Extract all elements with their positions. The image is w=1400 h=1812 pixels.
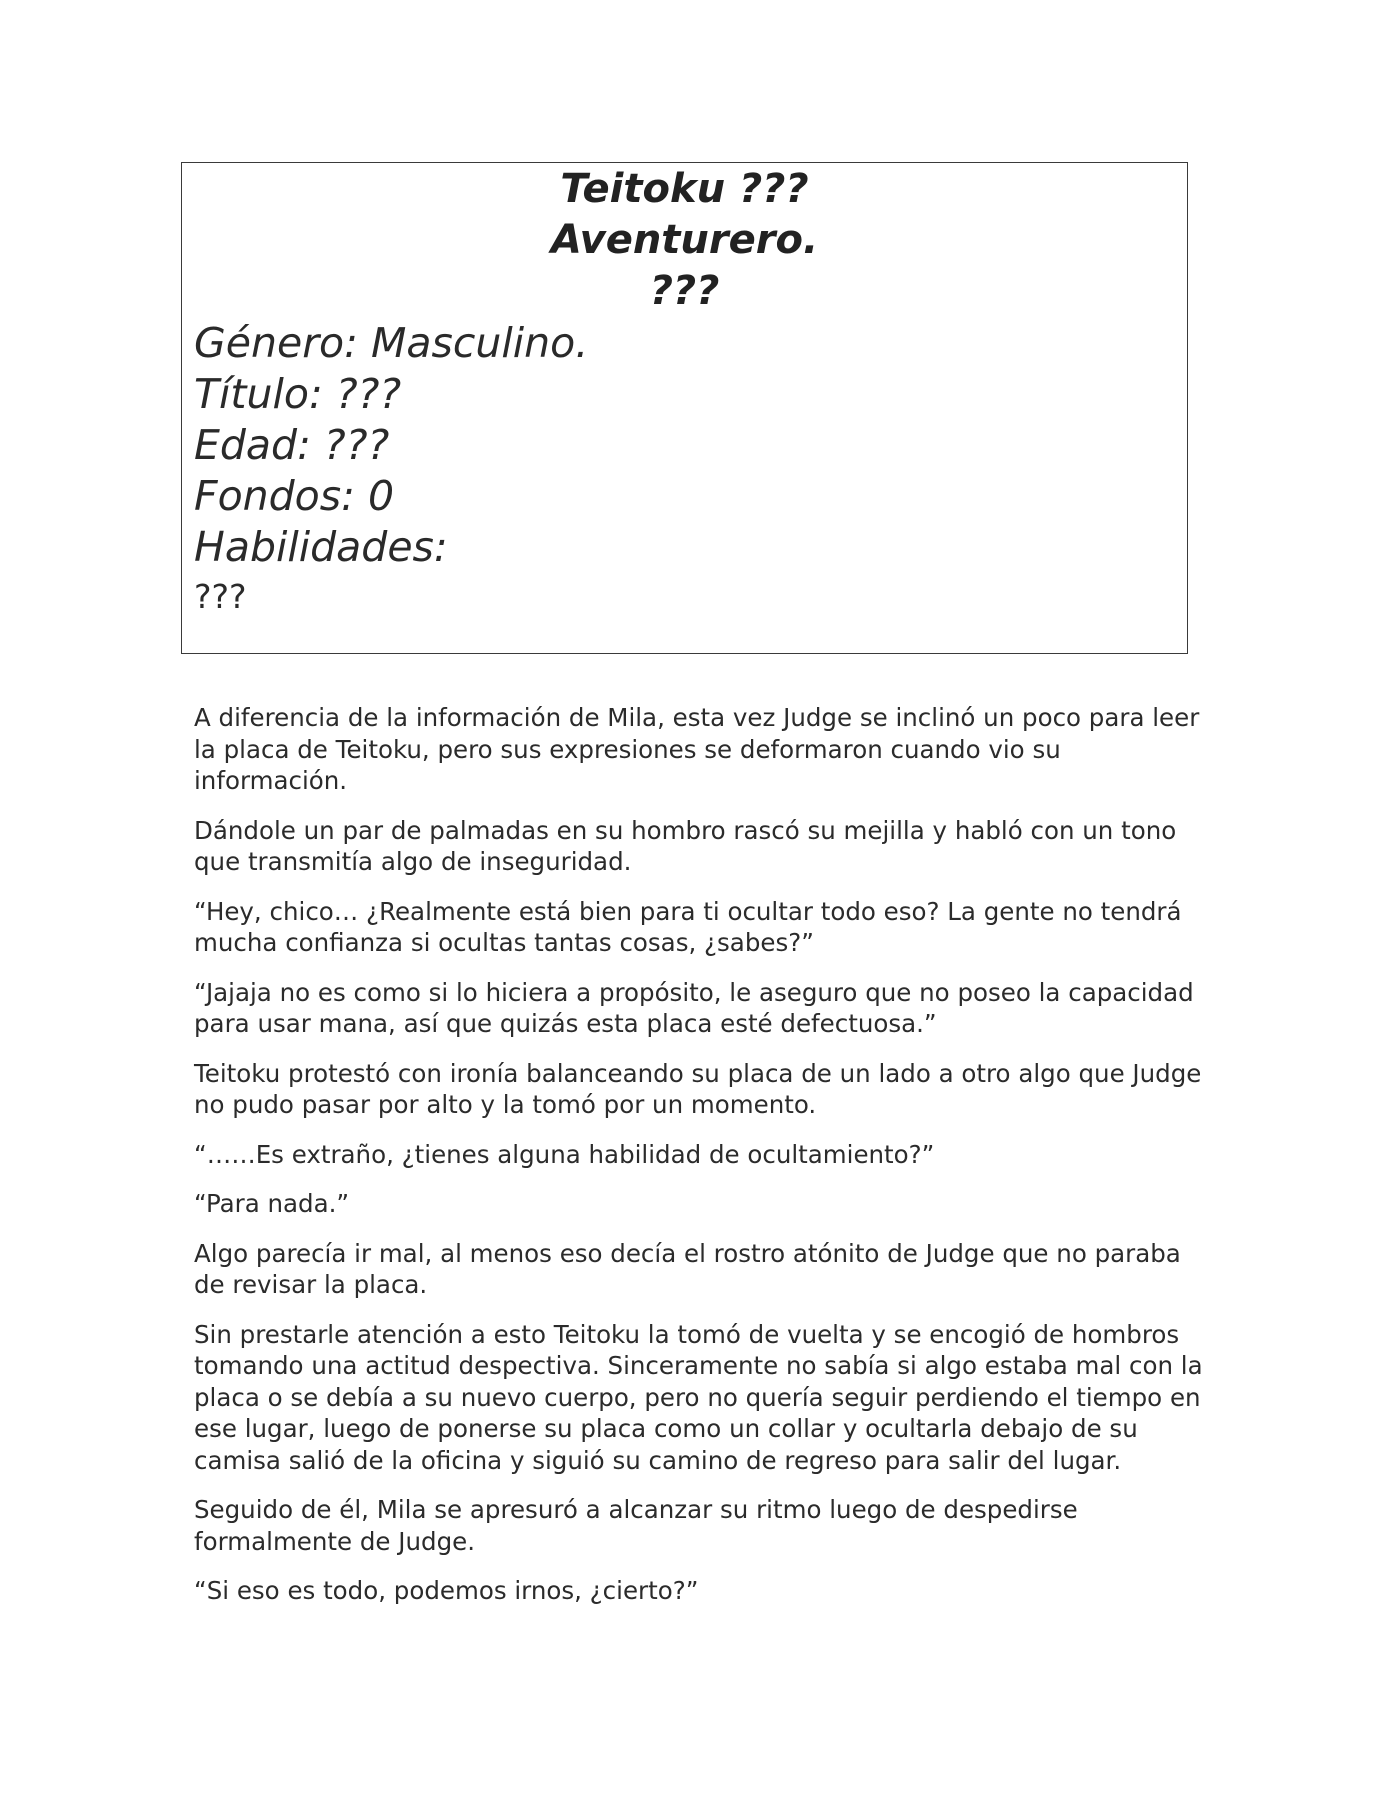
paragraph: Teitoku protestó con ironía balanceando su placa de un lado a otro algo que Judge no pudo pasar por alto y la tomó por un momento.: [194, 1058, 1202, 1119]
paragraph: “Si eso es todo, podemos irnos, ¿cierto?”: [194, 1576, 699, 1605]
story-text: [194, 702, 1214, 1625]
paragraph: Dándole un par de palmadas en su hombro rascó su mejilla y habló con un tono que transmitía algo de inseguridad.: [194, 815, 1177, 876]
paragraph: A diferencia de la información de Mila, esta vez Judge se inclinó un poco para leer la placa de Teitoku, pero sus expresiones se deformaron cuando vio su información.: [194, 703, 1200, 795]
paragraph: Seguido de él, Mila se apresuró a alcanzar su ritmo luego de despedirse formalmente de Judge.: [194, 1495, 1078, 1556]
field-fondos: Fondos: 0: [194, 472, 395, 520]
field-habilidades: Habilidades:: [194, 523, 448, 571]
paragraph: “Hey, chico… ¿Realmente está bien para ti ocultar todo eso? La gente no tendrá mucha confianza si ocultas tantas cosas, ¿sabes?”: [194, 896, 1182, 957]
field-edad: Edad: ???: [194, 421, 390, 469]
paragraph: “……Es extraño, ¿tienes alguna habilidad de ocultamiento?”: [194, 1139, 935, 1169]
status-rank: ???: [649, 268, 720, 314]
paragraph: Algo parecía ir mal, al menos eso decía el rostro atónito de Judge que no paraba de revisar la placa.: [194, 1238, 1181, 1299]
status-box: [181, 162, 1188, 654]
status-name: Teitoku ???: [560, 166, 809, 212]
field-titulo: Título: ???: [194, 370, 402, 418]
paragraph: “Jajaja no es como si lo hiciera a propósito, le aseguro que no poseo la capacidad para usar mana, así que quizás esta placa esté defectuosa.”: [194, 977, 1194, 1038]
skills-value: ???: [194, 577, 247, 616]
paragraph: “Para nada.”: [194, 1189, 350, 1218]
paragraph: Sin prestarle atención a esto Teitoku la tomó de vuelta y se encogió de hombros tomando una actitud despectiva. Sinceramente no sabía si algo estaba mal con la placa o se debía a su nuevo cuerpo, pero no quería seguir perdiendo el tiempo en ese lugar, luego de ponerse su placa como un collar y ocultarla debajo de su camisa salió de la oficina y siguió su camino de regreso para salir del lugar.: [194, 1319, 1203, 1475]
status-role: Aventurero.: [550, 217, 819, 263]
field-genero: Género: Masculino.: [194, 319, 589, 367]
